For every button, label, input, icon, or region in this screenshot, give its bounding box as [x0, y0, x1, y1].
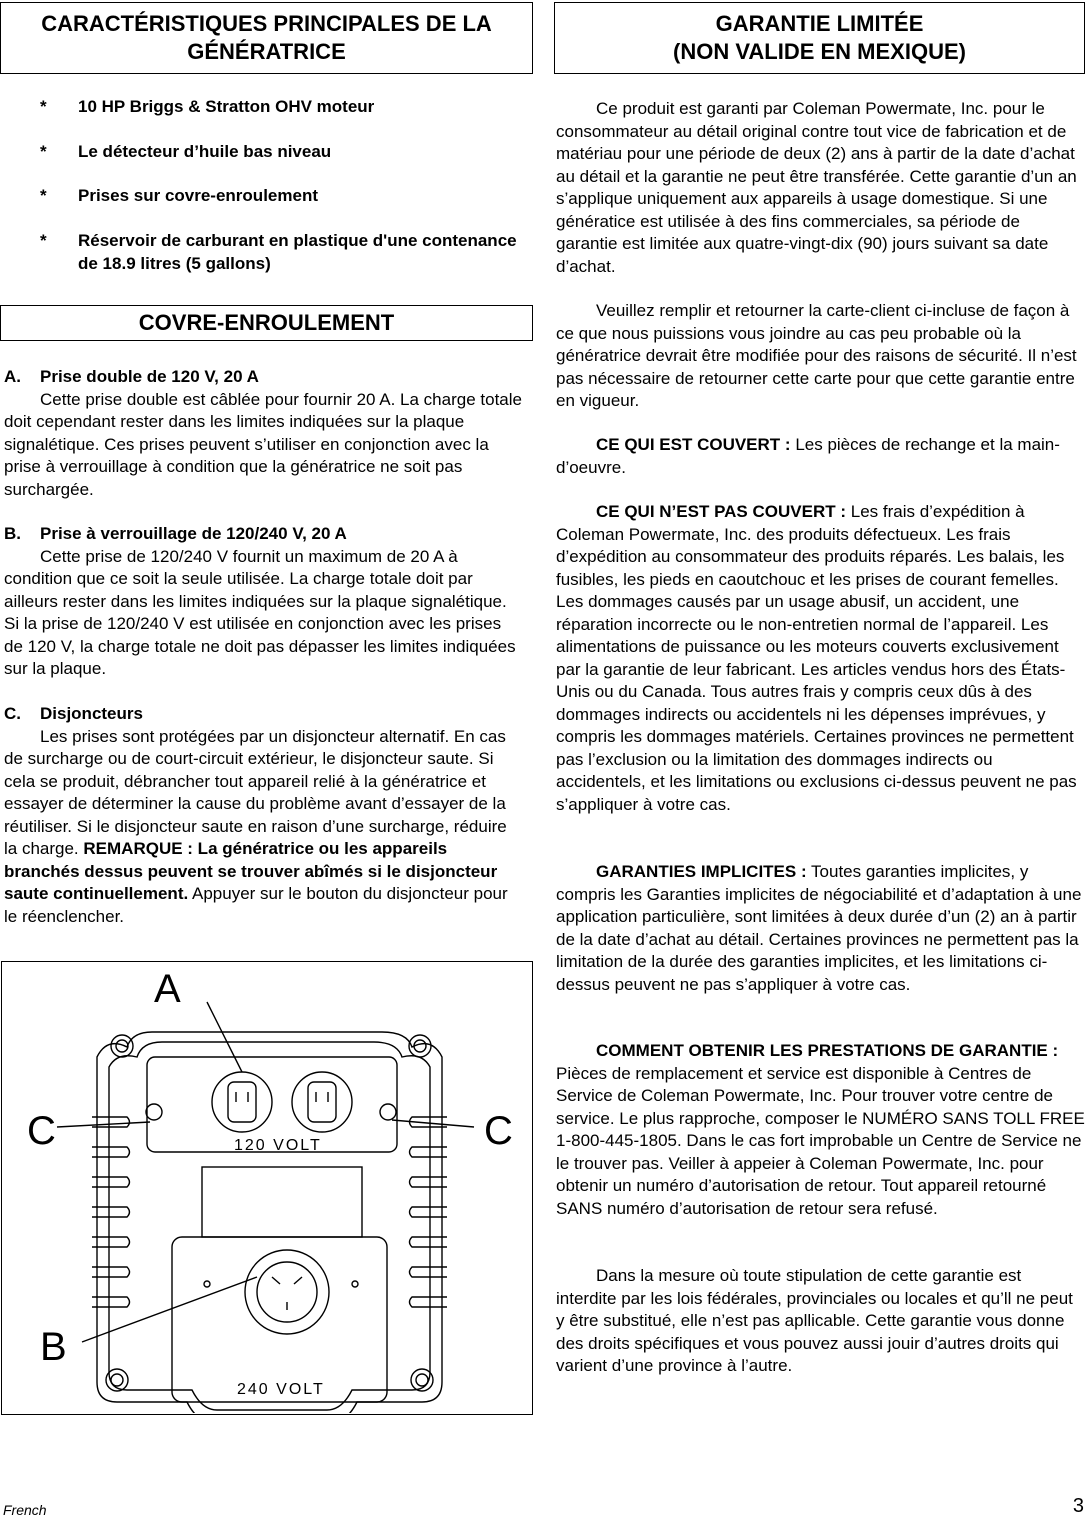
- bullet: *: [40, 142, 47, 161]
- implied-heading: GARANTIES IMPLICITES :: [596, 862, 807, 881]
- warranty-implied: [556, 861, 1086, 996]
- section-title-text: Prise double de 120 V, 20 A: [40, 367, 259, 386]
- warranty-paragraph-1: Ce produit est garanti par Coleman Powermate, Inc. pour le consommateur au détail original contre tout vice de fabrication et de matériau pour une période de deux (2) ans à partir de la date d’achat au détail et la garantie ne peut être transférée. Cette garantie d’un an s’applique uniquement aux appareils à usage domestique. Si une génératice est utilisée à des fins commerciales, sa période de garantie est limitée aux quatre-vingt-dix (90) jours suivant sa date d’achat.: [556, 99, 1077, 276]
- section-body: Cette prise de 120/240 V fournit un maximum de 20 A à condition que ce soit la seule utilisée. La charge totale doit par ailleurs rester dans les limites indiquées sur la plaque signalétique. Si la prise de 120/240 V est utilisée en conjonction avec les prises de 120 V, la charge totale ne doit pas dépasser les limites indiquées sur la plaque.: [4, 546, 516, 678]
- feature-text: Prises sur covre-enroulement: [78, 186, 318, 205]
- feature-text: Réservoir de carburant en plastique d'une contenance de 18.9 litres (5 gallons): [78, 231, 517, 273]
- warranty-paragraph-7: Dans la mesure où toute stipulation de cette garantie est interdite par les lois fédérales, provinciales ou locales et qu’ll ne peut y être substitué, elle n’est pas apllicable. Cette garantie vous donne des droits spécifiques et vous pouvez aussi jouir d’autres droits qui varient d’une province à l’autre.: [556, 1266, 1073, 1375]
- service-heading: COMMENT OBTENIR LES PRESTATIONS DE GARANTIE :: [596, 1041, 1059, 1060]
- section-body: [4, 726, 522, 929]
- outlet-120v-left: [212, 1072, 272, 1132]
- section-b: [4, 523, 522, 681]
- outlet-120v-right: [292, 1072, 352, 1132]
- callout-b: B: [40, 1325, 67, 1369]
- section-body: Cette prise double est câblée pour fournir 20 A. La charge totale doit cependant rester dans les limites indiquées sur la plaque signalétique. Ces prises peuvent s’utiliser en conjonction avec la prise à verrouillage à condition que la génératrice ne soit pas surchargée.: [4, 389, 522, 499]
- label-plate: [202, 1167, 362, 1237]
- section-letter: B.: [4, 524, 21, 543]
- bullet: *: [40, 97, 47, 116]
- warning-note: REMARQUE : La génératrice ou les appareils branchés dessus peuvent se trouver abîmés si le disjoncteur saute continuellement.: [4, 839, 498, 903]
- implied-text: Toutes garanties implicites, y compris les Garanties implicites de négociabilité et d’adaptation à une application particulière, sont limitées à deux durée d’un (2) an à partir de la date d’achat au détail. Certaines provinces ne permettent pas la limitation de la durée des garanties implicites, et les limitations ci-dessus peuvent ne pas s’appliquer à votre cas.: [556, 862, 1082, 994]
- section-title-text: Disjoncteurs: [40, 704, 143, 723]
- not-covered-text: Les frais d’expédition à Coleman Powermate, Inc. des produits défectueux. Les frais d’expédition au consommateur des produits réparés. Les balais, les fusibles, les pieds en caoutchouc et les prises de courant femelles. Les dommages causés par un usage abusif, un accident, une réparation incorrecte ou le non-entretien normal de l’appareil. Les alimentations de puissance ou les moteurs couverts exclusivement par la garantie de leur fabricant. Les articles vendus hors des États-Unis ou du Canada. Tous autres frais y compris ceux dûs à des dommages indirects ou accidentels ni les dépenses imprévues, y compris les dommages matériels. Certaines provinces ne permettent pas l’exclusion ou la limitation des dommages indirects ou accidentels, et les limitations ou exclusions ci-dessus peuvent ne pas s’appliquer à votre cas.: [556, 502, 1077, 814]
- section-letter: A.: [4, 367, 21, 386]
- warranty-title: GARANTIE LIMITÉE: [715, 11, 924, 36]
- service-text: Pièces de remplacement et service est disponible à Centres de Service de Coleman Powermate, Inc. Pour trouver votre centre de service. Le plus rapproche, composer le NUMÉRO SANS TOLL FREE 1-800-445-1805. Dans le cas fort improbable un Centre de Service ne le trouver pas. Veiller à appeier à Coleman Powermate, Inc. pour obtenir un numéro d’autorisation de retour. Tout appareil retourné SANS numéro d’autorisation de retour sera refusé.: [556, 1063, 1085, 1218]
- section-body-tail: Appuyer sur le bouton du disjoncteur pour le réenclencher.: [4, 884, 508, 926]
- breaker-button-left: [146, 1104, 162, 1120]
- section-letter: C.: [4, 704, 21, 723]
- receptacle-panel-figure: [1, 961, 533, 1415]
- warranty-subtitle: (NON VALIDE EN MEXIQUE): [673, 39, 966, 64]
- label-120-volt: 120 VOLT: [234, 1137, 322, 1154]
- callout-a: A: [154, 967, 181, 1011]
- section-a: [4, 366, 522, 501]
- covered-text: Les pièces de rechange et la main-d’oeuvre.: [556, 435, 1060, 477]
- feature-text: 10 HP Briggs & Stratton OHV moteur: [78, 97, 375, 116]
- not-covered-heading: CE QUI N’EST PAS COUVERT :: [596, 502, 846, 521]
- warranty-service: [556, 1040, 1086, 1220]
- callout-c-left: C: [27, 1109, 56, 1153]
- section-title-text: Prise à verrouillage de 120/240 V, 20 A: [40, 524, 347, 543]
- section-body-text: Les prises sont protégées par un disjoncteur alternatif. En cas de surcharge ou de court-circuit extérieur, le disjoncteur saute. Si cela se produit, débrancher tout appareil relié à la génératrice et essayer de déterminer la cause du problème avant d’essayer de la réutiliser. Si le disjoncteur saute en raison d’une surcharge, réduire la charge.: [4, 726, 507, 858]
- footer-language: French: [3, 1502, 47, 1518]
- bullet: *: [40, 186, 47, 205]
- feature-text: Le détecteur d’huile bas niveau: [78, 142, 332, 161]
- section-title: [4, 703, 522, 726]
- warranty-not-covered: [556, 501, 1086, 816]
- callout-c-right: C: [484, 1109, 513, 1153]
- section-title: [4, 523, 522, 546]
- covered-heading: CE QUI EST COUVERT :: [596, 435, 791, 454]
- label-240-volt: 240 VOLT: [237, 1381, 325, 1398]
- page-number: 3: [1072, 1495, 1084, 1517]
- bullet: *: [40, 231, 47, 250]
- receptacle-panel-drawing: [2, 962, 531, 1413]
- breaker-button-right: [380, 1104, 396, 1120]
- section-c: [4, 703, 522, 928]
- panel-header: COVRE-ENROULEMENT: [0, 305, 533, 341]
- features-header: CARACTÉRISTIQUES PRINCIPALES DE LA GÉNÉRATRICE: [0, 2, 533, 74]
- section-title: [4, 366, 522, 389]
- warranty-header: [554, 2, 1085, 74]
- warranty-paragraph-2: Veuillez remplir et retourner la carte-client ci-incluse de façon à ce que nous puissions vous joindre au cas peu probable où la génératrice devrait être modifiée pour des raisons de sécurité. Il n’est pas nécessaire de retourner cette carte pour que cette garantie entre en vigueur.: [556, 301, 1077, 410]
- warranty-covered: [556, 434, 1086, 479]
